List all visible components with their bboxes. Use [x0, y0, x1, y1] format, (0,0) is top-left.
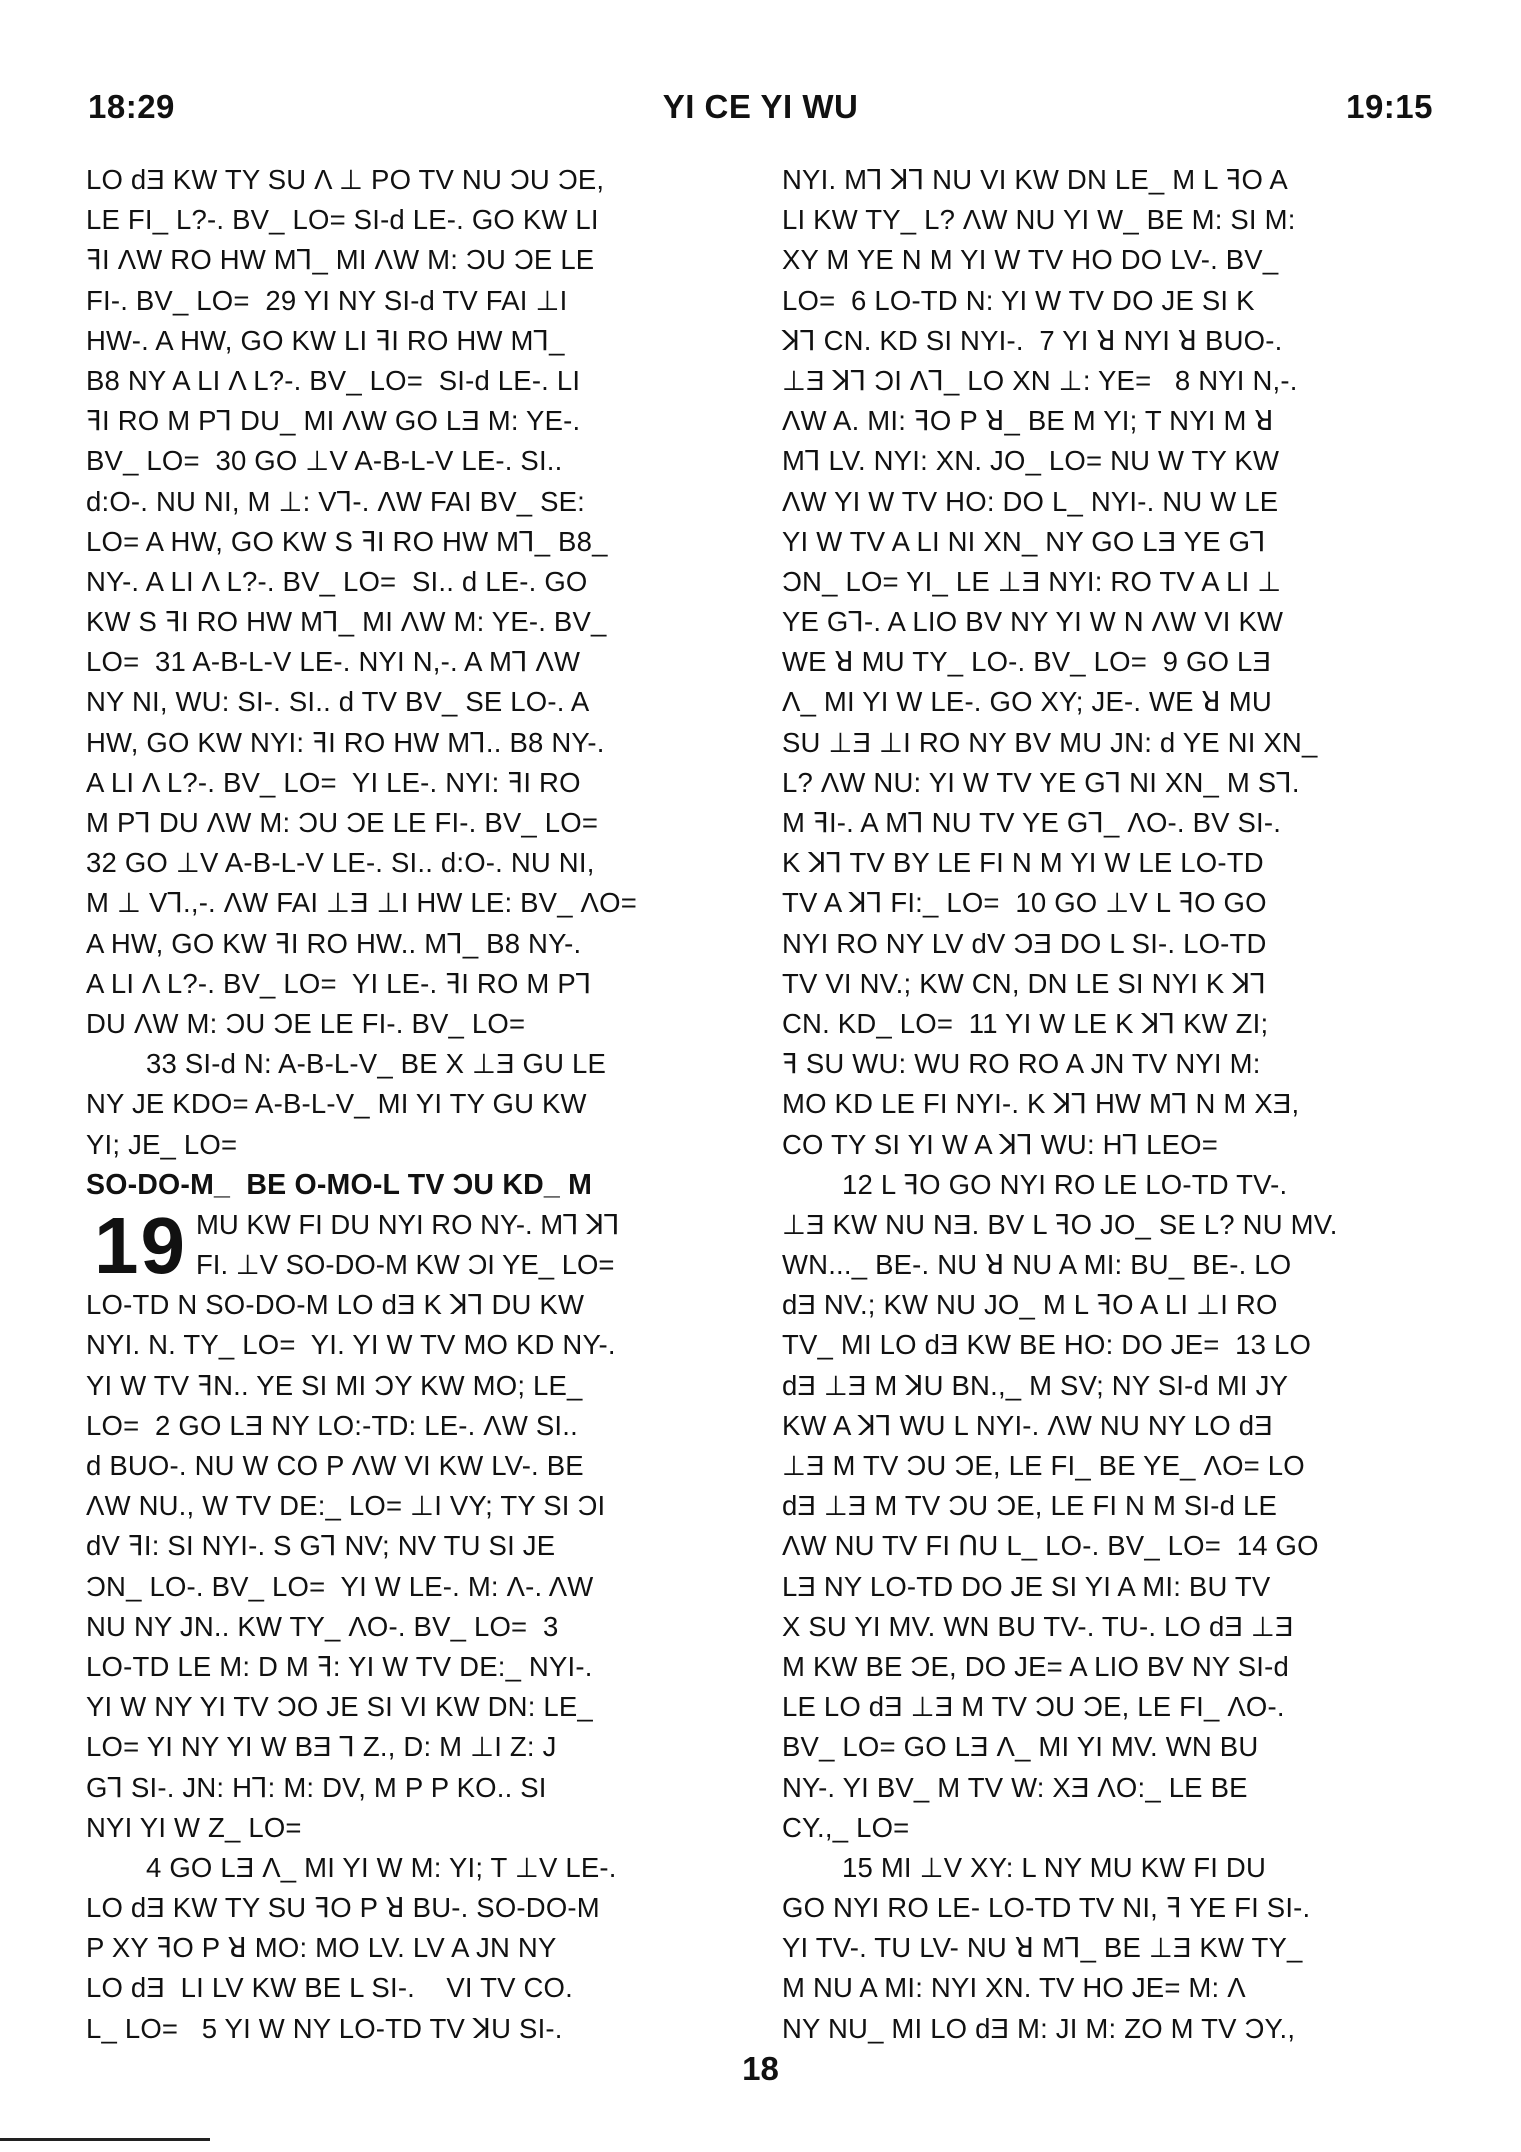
text-line: ⊥Ǝ KW NU NƎ. BV L ꟻO JO_ SE L? NU MV. [782, 1208, 1338, 1240]
text-line: A LI Λ L?-. BV_ LO= YI LE-. ꟻI RO M PꞀ [86, 967, 592, 999]
right-column-verses-5-11 [782, 160, 1442, 1165]
text-line: dV ꟻI: SI NYI-. S GꞀ NV; NV TU SI JE [86, 1530, 556, 1562]
text-line: NY-. YI BV_ M TV W: XƎ ΛO:_ LE BE [782, 1771, 1248, 1803]
text-line: 12 L ꟻO GO NYI RO LE LO-TD TV-. [842, 1168, 1288, 1200]
text-line: GO NYI RO LE- LO-TD TV NI, ꟻ YE FI SI-. [782, 1892, 1311, 1924]
chapter-heading: SO-DO-M_ BE O-MO-L TV ƆU KD_ M [86, 1168, 593, 1201]
text-line: XY M YE N M YI W TV HO DO LV-. BV_ [782, 244, 1279, 276]
text-line: YI W TV A LI NI XN_ NY GO LƎ YE GꞀ [782, 525, 1266, 557]
text-line: NU NY JN.. KW TY_ ΛO-. BV_ LO= 3 [86, 1610, 559, 1642]
text-line: L? ΛW NU: YI W TV YE GꞀ NI XN_ M SꞀ. [782, 766, 1300, 798]
header-left-reference: 18:29 [88, 88, 175, 125]
text-line: ꟻI RO M PꞀ DU_ MI ΛW GO LƎ M: YE-. [86, 405, 581, 437]
text-line: NYI. N. TY_ LO= YI. YI W TV MO KD NY-. [86, 1329, 616, 1361]
chapter-number: 19 [94, 1200, 187, 1290]
text-line: ƆN_ LO= YI_ LE ⊥Ǝ NYI: RO TV A LI ⊥ [782, 565, 1282, 597]
text-line: ꟻ SU WU: WU RO RO A JN TV NYI M: [782, 1048, 1261, 1080]
chapter-second-line: FI. ⊥V SO-DO-M KW ƆI YE_ LO= [196, 1249, 615, 1281]
text-line: LO= 6 LO-TD N: YI W TV DO JE SI K [782, 284, 1255, 316]
text-line: ꟻI ΛW RO HW MꞀ_ MI ΛW M: ƆU ƆE LE [86, 244, 595, 276]
right-column-verses-12-14 [782, 1165, 1442, 1848]
text-line: LE LO dƎ ⊥Ǝ M TV ƆU ƆE, LE FI_ ΛO-. [782, 1691, 1285, 1723]
text-line: HW, GO KW NYI: ꟻI RO HW MꞀ.. B8 NY-. [86, 726, 605, 758]
text-line: 33 SI-d N: A-B-L-V_ BE X ⊥Ǝ GU LE [146, 1048, 607, 1080]
left-column-verses-4-5 [86, 1848, 746, 2049]
text-line: TV_ MI LO dƎ KW BE HO: DO JE= 13 LO [782, 1329, 1312, 1361]
text-line: YI W TV ꟻN.. YE SI MI ƆY KW MO; LE_ [86, 1369, 583, 1401]
text-line: KW S ꟻI RO HW MꞀ_ MI ΛW M: YE-. BV_ [86, 606, 607, 638]
text-line: NYI RO NY LV dV ƆƎ DO L SI-. LO-TD [782, 927, 1267, 959]
text-line: TV VI NV.; KW CN, DN LE SI NYI K ꓘꞀ [782, 967, 1267, 999]
text-line: YE GꞀ-. A LIO BV NY YI W N ΛW VI KW [782, 606, 1284, 638]
text-line: dƎ NV.; KW NU JO_ M L ꟻO A LI ⊥I RO [782, 1289, 1278, 1321]
text-line: MO KD LE FI NYI-. K ꓘꞀ HW MꞀ N M XƎ, [782, 1088, 1300, 1120]
text-line: ⊥Ǝ M TV ƆU ƆE, LE FI_ BE YE_ ΛO= LO [782, 1450, 1305, 1481]
text-line: YI; JE_ LO= [86, 1128, 238, 1160]
text-line: LO-TD LE M: D M ꟻ: YI W TV DE:_ NYI-. [86, 1650, 593, 1682]
text-line: ΛW NU TV FI ꓵU L_ LO-. BV_ LO= 14 GO [782, 1530, 1319, 1562]
text-line: A LI Λ L?-. BV_ LO= YI LE-. NYI: ꟻI RO [86, 766, 581, 798]
header-right-reference: 19:15 [1346, 88, 1433, 125]
text-line: M NU A MI: NYI XN. TV HO JE= M: Λ [782, 1972, 1246, 2004]
text-line: d BUO-. NU W CO P ΛW VI KW LV-. BE [86, 1450, 584, 1482]
header-book-title: YI CE YI WU [662, 88, 859, 125]
text-line: dƎ ⊥Ǝ M ꓘU BN.,_ M SV; NY SI-d MI JY [782, 1369, 1289, 1401]
text-line: A HW, GO KW ꟻI RO HW.. MꞀ_ B8 NY-. [86, 927, 582, 959]
text-line: NY NU_ MI LO dƎ M: JI M: ZO M TV ƆY., [782, 2012, 1296, 2044]
text-line: NYI YI W Z_ LO= [86, 1811, 302, 1843]
text-line: P XY ꟻO P ꓤ MO: MO LV. LV A JN NY [86, 1932, 557, 1964]
text-line: NY NI, WU: SI-. SI.. d TV BV_ SE LO-. A [86, 686, 590, 718]
text-line: HW-. A HW, GO KW LI ꟻI RO HW MꞀ_ [86, 324, 565, 356]
text-line: DU ΛW M: ƆU ƆE LE FI-. BV_ LO= [86, 1007, 526, 1039]
text-line: dƎ ⊥Ǝ M TV ƆU ƆE, LE FI N M SI-d LE [782, 1490, 1278, 1522]
text-line: YI W NY YI TV ƆO JE SI VI KW DN: LE_ [86, 1691, 593, 1723]
text-line: ΛW YI W TV HO: DO L_ NYI-. NU W LE [782, 485, 1279, 517]
text-line: L_ LO= 5 YI W NY LO-TD TV ꓘU SI-. [86, 2012, 563, 2044]
text-line: ƆN_ LO-. BV_ LO= YI W LE-. M: Λ-. ΛW [86, 1570, 594, 1602]
text-line: ꓘꞀ CN. KD SI NYI-. 7 YI ꓤ NYI ꓤ BUO-. [782, 324, 1283, 356]
text-line: NYI. MꞀ ꓘꞀ NU VI KW DN LE_ M L ꟻO A [782, 164, 1288, 195]
text-line: FI-. BV_ LO= 29 YI NY SI-d TV FAI ⊥I [86, 284, 568, 316]
left-column-verses-1-3 [86, 1285, 746, 1848]
text-line: B8 NY A LI Λ L?-. BV_ LO= SI-d LE-. LI [86, 364, 581, 396]
text-line: M KW BE ƆE, DO JE= A LIO BV NY SI-d [782, 1650, 1289, 1682]
text-line: M ⊥ VꞀ.,-. ΛW FAI ⊥Ǝ ⊥I HW LE: BV_ ΛO= [86, 887, 637, 919]
text-line: TV A ꓘꞀ FI:_ LO= 10 GO ⊥V L ꟻO GO [782, 887, 1267, 919]
text-line: YI TV-. TU LV- NU ꓤ MꞀ_ BE ⊥Ǝ KW TY_ [782, 1932, 1303, 1964]
text-line: ΛW NU., W TV DE:_ LO= ⊥I VY; TY SI ƆI [86, 1490, 606, 1522]
scan-edge-mark [0, 2138, 210, 2141]
text-line: CN. KD_ LO= 11 YI W LE K ꓘꞀ KW ZI; [782, 1007, 1269, 1039]
text-line: ΛW A. MI: ꟻO P ꓤ_ BE M YI; T NYI M ꓤ [782, 405, 1274, 437]
text-line: SU ⊥Ǝ ⊥I RO NY BV MU JN: d YE NI XN_ [782, 726, 1318, 758]
text-line: CY.,_ LO= [782, 1811, 910, 1843]
text-line: LI KW TY_ L? ΛW NU YI W_ BE M: SI M: [782, 204, 1296, 236]
text-line: LO dƎ KW TY SU ꟻO P ꓤ BU-. SO-DO-M [86, 1892, 600, 1924]
text-line: 15 MI ⊥V XY: L NY MU KW FI DU [842, 1851, 1267, 1883]
text-line: LO= 2 GO LƎ NY LO:-TD: LE-. ΛW SI.. [86, 1409, 578, 1441]
text-line: M PꞀ DU ΛW M: ƆU ƆE LE FI-. BV_ LO= [86, 807, 599, 838]
text-line: d:O-. NU NI, M ⊥: VꞀ-. ΛW FAI BV_ SE: [86, 485, 586, 517]
left-column [86, 160, 746, 2044]
text-line: LO= YI NY YI W BƎ Ꞁ Z., D: M ⊥I Z: J [86, 1731, 557, 1763]
text-line: X SU YI MV. WN BU TV-. TU-. LO dƎ ⊥Ǝ [782, 1610, 1294, 1642]
text-line: WN..._ BE-. NU ꓤ NU A MI: BU_ BE-. LO [782, 1249, 1292, 1281]
text-line: NY-. A LI Λ L?-. BV_ LO= SI.. d LE-. GO [86, 565, 588, 597]
text-line: MꞀ LV. NYI: XN. JO_ LO= NU W TY KW [782, 445, 1280, 477]
text-line: LO= A HW, GO KW S ꟻI RO HW MꞀ_ B8_ [86, 525, 608, 557]
running-header [88, 88, 1433, 138]
text-line: LO= 31 A-B-L-V LE-. NYI N,-. A MꞀ ΛW [86, 646, 581, 678]
text-line: 32 GO ⊥V A-B-L-V LE-. SI.. d:O-. NU NI, [86, 847, 595, 879]
text-line: ⊥Ǝ ꓘꞀ ƆI ΛꞀ_ LO XN ⊥: YE= 8 NYI N,-. [782, 364, 1298, 396]
text-line: LE FI_ L?-. BV_ LO= SI-d LE-. GO KW LI [86, 204, 599, 236]
text-line: 4 GO LƎ Λ_ MI YI W M: YI; T ⊥V LE-. [146, 1851, 617, 1883]
text-line: KW A ꓘꞀ WU L NYI-. ΛW NU NY LO dƎ [782, 1409, 1273, 1441]
text-line: Λ_ MI YI W LE-. GO XY; JE-. WE ꓤ MU [782, 686, 1272, 718]
text-line: LƎ NY LO-TD DO JE SI YI A MI: BU TV [782, 1570, 1271, 1602]
text-line: CO TY SI YI W A ꓘꞀ WU: HꞀ LEO= [782, 1128, 1218, 1160]
right-column-verse-15 [782, 1848, 1442, 2049]
text-line: LO-TD N SO-DO-M LO dƎ K ꓘꞀ DU KW [86, 1289, 585, 1321]
left-column-verses-28-32 [86, 160, 746, 1044]
left-column-verse-33 [86, 1044, 746, 1165]
chapter-first-line: MU KW FI DU NYI RO NY-. MꞀ ꓘꞀ [196, 1208, 620, 1240]
text-line: K ꓘꞀ TV BY LE FI N M YI W LE LO-TD [782, 847, 1264, 879]
right-column [782, 160, 1442, 2044]
text-line: BV_ LO= 30 GO ⊥V A-B-L-V LE-. SI.. [86, 445, 563, 477]
text-line: M ꟻI-. A MꞀ NU TV YE GꞀ_ ΛO-. BV SI-. [782, 807, 1282, 838]
text-line: LO dƎ LI LV KW BE L SI-. VI TV CO. [86, 1972, 573, 2004]
chapter-opening [86, 1200, 746, 1290]
text-line: LO dƎ KW TY SU Λ ⊥ PO TV NU ƆU ƆE, [86, 164, 605, 195]
text-line: WE ꓤ MU TY_ LO-. BV_ LO= 9 GO LƎ [782, 646, 1272, 678]
text-line: NY JE KDO= A-B-L-V_ MI YI TY GU KW [86, 1088, 587, 1120]
text-line: BV_ LO= GO LƎ Λ_ MI YI MV. WN BU [782, 1731, 1259, 1763]
text-line: GꞀ SI-. JN: HꞀ: M: DV, M P P KO.. SI [86, 1771, 547, 1803]
page-number: 18 [742, 2050, 779, 2087]
